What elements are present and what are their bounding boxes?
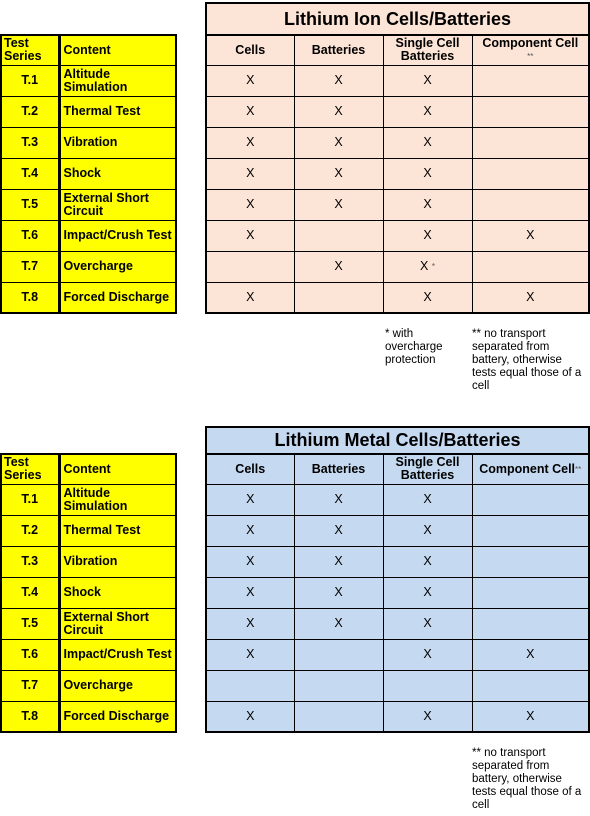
table-row bbox=[206, 96, 589, 127]
matrix-cell: X bbox=[206, 484, 294, 515]
ion-matrix-table bbox=[205, 2, 590, 314]
metal-test-series-table-wrap bbox=[0, 453, 177, 733]
col-single-cell-batteries: Single Cell Batteries bbox=[383, 454, 472, 484]
test-id: T.5 bbox=[1, 189, 59, 220]
table-row bbox=[1, 251, 176, 282]
table-row bbox=[1, 577, 176, 608]
test-id: T.4 bbox=[1, 577, 59, 608]
matrix-cell: X bbox=[294, 158, 383, 189]
test-content: Overcharge bbox=[59, 670, 176, 701]
col-cells: Cells bbox=[206, 35, 294, 65]
matrix-cell: X bbox=[206, 546, 294, 577]
col-component-cell bbox=[472, 35, 589, 65]
matrix-cell bbox=[206, 251, 294, 282]
table-header-row bbox=[206, 454, 589, 484]
matrix-cell bbox=[294, 670, 383, 701]
matrix-cell bbox=[383, 251, 472, 282]
header-content: Content bbox=[59, 35, 176, 65]
matrix-cell: X bbox=[206, 189, 294, 220]
table-row bbox=[206, 546, 589, 577]
matrix-cell: X bbox=[206, 701, 294, 732]
matrix-cell: X bbox=[383, 701, 472, 732]
test-id: T.8 bbox=[1, 282, 59, 313]
matrix-cell bbox=[472, 670, 589, 701]
header-test-series: Test Series bbox=[1, 454, 59, 484]
table-row bbox=[1, 484, 176, 515]
metal-test-series-table bbox=[0, 453, 177, 733]
table-row bbox=[206, 515, 589, 546]
matrix-cell bbox=[472, 608, 589, 639]
table-row bbox=[206, 670, 589, 701]
test-content: Altitude Simulation bbox=[59, 65, 176, 96]
table-row bbox=[206, 484, 589, 515]
matrix-cell: X bbox=[383, 515, 472, 546]
matrix-cell bbox=[294, 701, 383, 732]
matrix-cell: X bbox=[383, 282, 472, 313]
matrix-cell: X bbox=[206, 639, 294, 670]
table-row bbox=[1, 127, 176, 158]
test-content: Shock bbox=[59, 577, 176, 608]
footnote-marker: * bbox=[431, 262, 435, 271]
matrix-cell: X bbox=[383, 484, 472, 515]
table-row bbox=[1, 670, 176, 701]
table-row bbox=[206, 639, 589, 670]
matrix-cell-value: X bbox=[420, 259, 429, 273]
footnote-marker: ** bbox=[575, 464, 582, 474]
matrix-cell: X bbox=[294, 546, 383, 577]
ion-footnote-double-star: ** no transport separated from battery, otherwise tests equal those of a cell bbox=[472, 328, 582, 392]
ion-test-series-table-wrap bbox=[0, 34, 177, 314]
matrix-cell: X bbox=[206, 65, 294, 96]
header-test-series: Test Series bbox=[1, 35, 59, 65]
matrix-cell bbox=[472, 577, 589, 608]
col-component-cell-label: Component Cell bbox=[482, 36, 579, 51]
test-id: T.3 bbox=[1, 127, 59, 158]
table-row bbox=[1, 189, 176, 220]
matrix-cell: X bbox=[472, 701, 589, 732]
col-cells: Cells bbox=[206, 454, 294, 484]
test-id: T.1 bbox=[1, 65, 59, 96]
table-row bbox=[206, 608, 589, 639]
matrix-cell: X bbox=[383, 639, 472, 670]
matrix-cell bbox=[472, 96, 589, 127]
matrix-cell: X bbox=[206, 515, 294, 546]
test-content: Impact/Crush Test bbox=[59, 639, 176, 670]
test-id: T.6 bbox=[1, 639, 59, 670]
matrix-cell bbox=[472, 127, 589, 158]
test-content: Altitude Simulation bbox=[59, 484, 176, 515]
table-row bbox=[206, 158, 589, 189]
test-content: External Short Circuit bbox=[59, 189, 176, 220]
matrix-cell: X bbox=[294, 515, 383, 546]
table-header-row bbox=[1, 454, 176, 484]
col-batteries: Batteries bbox=[294, 35, 383, 65]
matrix-cell bbox=[472, 65, 589, 96]
test-content: Vibration bbox=[59, 546, 176, 577]
table-row bbox=[1, 220, 176, 251]
ion-test-series-table bbox=[0, 34, 177, 314]
ion-title: Lithium Ion Cells/Batteries bbox=[206, 3, 589, 35]
table-row bbox=[1, 282, 176, 313]
table-row bbox=[206, 65, 589, 96]
matrix-cell: X bbox=[206, 577, 294, 608]
ion-footnote-star: * with overcharge protection bbox=[385, 328, 443, 366]
header-content: Content bbox=[59, 454, 176, 484]
matrix-cell: X bbox=[294, 65, 383, 96]
matrix-cell bbox=[472, 546, 589, 577]
test-content: Forced Discharge bbox=[59, 282, 176, 313]
test-content: Impact/Crush Test bbox=[59, 220, 176, 251]
matrix-cell bbox=[472, 189, 589, 220]
col-single-cell-batteries: Single Cell Batteries bbox=[383, 35, 472, 65]
matrix-cell: X bbox=[294, 577, 383, 608]
test-id: T.2 bbox=[1, 515, 59, 546]
test-id: T.5 bbox=[1, 608, 59, 639]
test-content: Thermal Test bbox=[59, 96, 176, 127]
matrix-cell: X bbox=[383, 65, 472, 96]
footnote-marker: ** bbox=[527, 52, 534, 62]
table-row bbox=[206, 577, 589, 608]
matrix-cell bbox=[294, 220, 383, 251]
table-row bbox=[206, 701, 589, 732]
matrix-cell: X bbox=[383, 158, 472, 189]
matrix-cell bbox=[294, 282, 383, 313]
matrix-cell: X bbox=[472, 282, 589, 313]
matrix-cell: X bbox=[294, 484, 383, 515]
matrix-cell: X bbox=[472, 220, 589, 251]
table-row bbox=[206, 127, 589, 158]
col-component-cell-label: Component Cell bbox=[479, 461, 576, 476]
matrix-cell: X bbox=[294, 251, 383, 282]
matrix-cell: X bbox=[383, 546, 472, 577]
test-id: T.2 bbox=[1, 96, 59, 127]
test-content: Thermal Test bbox=[59, 515, 176, 546]
matrix-cell bbox=[472, 158, 589, 189]
matrix-cell: X bbox=[472, 639, 589, 670]
test-id: T.3 bbox=[1, 546, 59, 577]
matrix-cell bbox=[383, 670, 472, 701]
matrix-cell: X bbox=[294, 127, 383, 158]
table-row bbox=[206, 189, 589, 220]
ion-matrix-wrap bbox=[205, 2, 590, 314]
matrix-cell: X bbox=[206, 608, 294, 639]
table-row bbox=[206, 251, 589, 282]
table-row bbox=[1, 546, 176, 577]
matrix-cell: X bbox=[206, 220, 294, 251]
matrix-cell bbox=[472, 515, 589, 546]
col-component-cell bbox=[472, 454, 589, 484]
matrix-cell: X bbox=[294, 96, 383, 127]
matrix-cell: X bbox=[383, 189, 472, 220]
table-row bbox=[206, 282, 589, 313]
table-row bbox=[1, 65, 176, 96]
matrix-cell: X bbox=[383, 127, 472, 158]
test-id: T.1 bbox=[1, 484, 59, 515]
matrix-cell: X bbox=[294, 608, 383, 639]
table-row bbox=[206, 220, 589, 251]
matrix-cell: X bbox=[206, 96, 294, 127]
matrix-cell: X bbox=[294, 189, 383, 220]
table-row bbox=[1, 608, 176, 639]
test-content: Overcharge bbox=[59, 251, 176, 282]
table-header-row bbox=[1, 35, 176, 65]
test-id: T.7 bbox=[1, 670, 59, 701]
matrix-cell: X bbox=[383, 608, 472, 639]
matrix-cell bbox=[472, 484, 589, 515]
table-row bbox=[1, 158, 176, 189]
matrix-cell: X bbox=[383, 577, 472, 608]
matrix-cell: X bbox=[206, 282, 294, 313]
matrix-cell: X bbox=[206, 158, 294, 189]
test-id: T.8 bbox=[1, 701, 59, 732]
test-content: Shock bbox=[59, 158, 176, 189]
matrix-cell: X bbox=[383, 220, 472, 251]
matrix-cell: X bbox=[206, 127, 294, 158]
matrix-cell bbox=[206, 670, 294, 701]
matrix-cell: X bbox=[383, 96, 472, 127]
test-content: Vibration bbox=[59, 127, 176, 158]
test-id: T.4 bbox=[1, 158, 59, 189]
metal-matrix-wrap bbox=[205, 426, 590, 733]
test-content: External Short Circuit bbox=[59, 608, 176, 639]
matrix-cell bbox=[294, 639, 383, 670]
test-id: T.6 bbox=[1, 220, 59, 251]
table-row bbox=[1, 515, 176, 546]
test-id: T.7 bbox=[1, 251, 59, 282]
table-row bbox=[1, 96, 176, 127]
table-row bbox=[1, 639, 176, 670]
metal-matrix-table bbox=[205, 426, 590, 733]
matrix-cell bbox=[472, 251, 589, 282]
col-batteries: Batteries bbox=[294, 454, 383, 484]
test-content: Forced Discharge bbox=[59, 701, 176, 732]
table-row bbox=[1, 701, 176, 732]
metal-title: Lithium Metal Cells/Batteries bbox=[206, 427, 589, 454]
table-header-row bbox=[206, 35, 589, 65]
metal-footnote-double-star: ** no transport separated from battery, otherwise tests equal those of a cell bbox=[472, 747, 582, 811]
